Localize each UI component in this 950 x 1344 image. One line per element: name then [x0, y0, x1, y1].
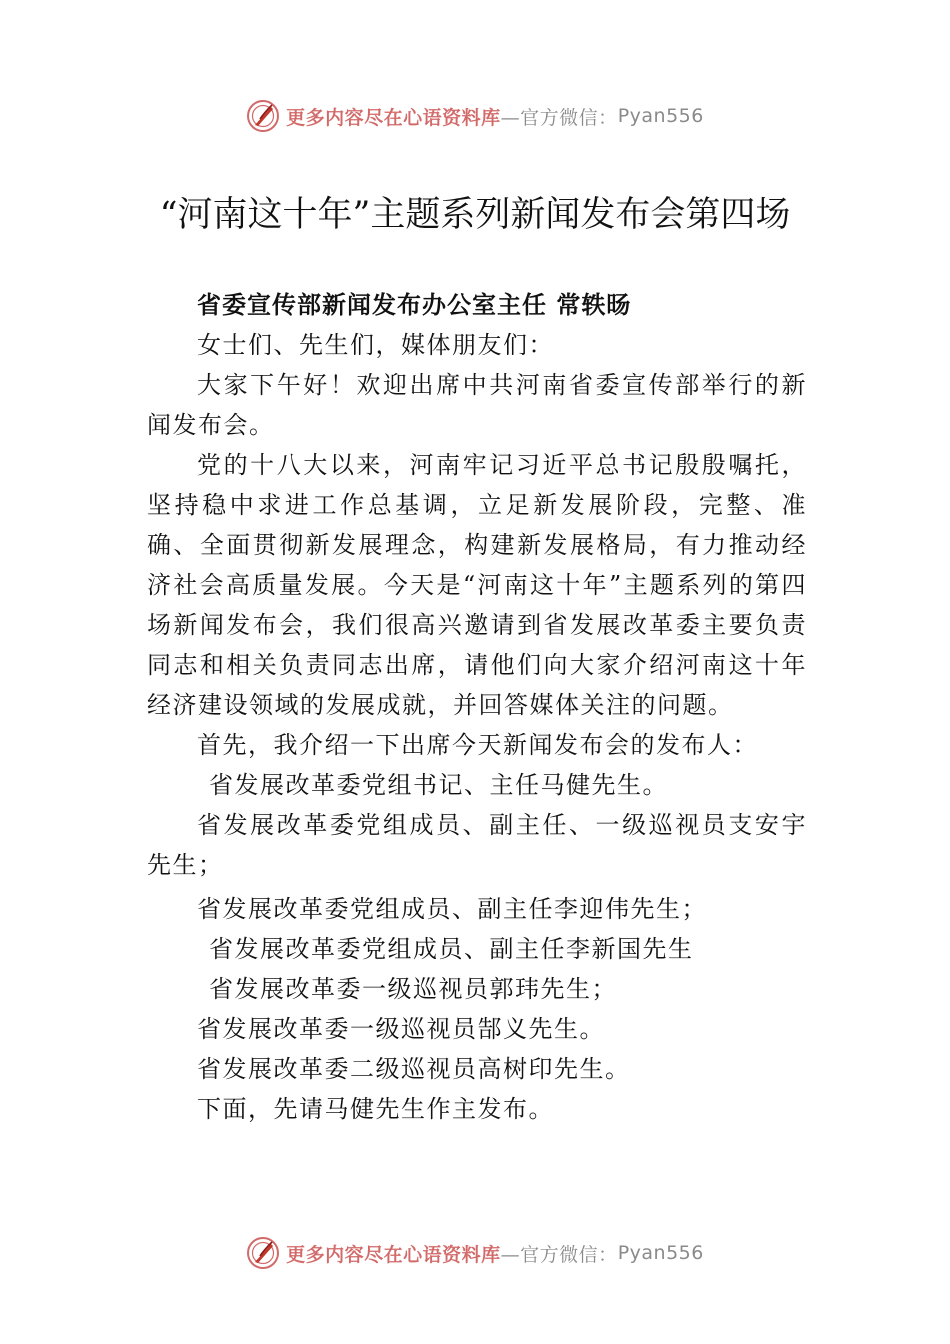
- watermark-wechat-id: Pyan556: [617, 1242, 704, 1264]
- footer-watermark: [0, 1233, 950, 1273]
- paragraph: 首先，我介绍一下出席今天新闻发布会的发布人：: [197, 731, 758, 759]
- speaker-line: 省委宣传部新闻发布办公室主任 常轶旸: [197, 291, 632, 319]
- watermark-text: 更多内容尽在心语资料库: [286, 1243, 501, 1266]
- document-title: “河南这十年”主题系列新闻发布会第四场: [159, 195, 791, 235]
- presenter-line: 省发展改革委党组成员、副主任、一级巡视员支安宇先生；: [147, 811, 807, 879]
- presenter-line: 省发展改革委党组成员、副主任李迎伟先生；: [197, 895, 707, 923]
- watermark-separator: —官方微信：: [500, 106, 618, 129]
- presenter-line: 省发展改革委一级巡视员郭玮先生；: [209, 975, 617, 1003]
- quill-pen-logo-icon: [246, 1236, 280, 1270]
- presenter-line: 省发展改革委二级巡视员高树印先生。: [197, 1055, 631, 1083]
- closing-line: 下面，先请马健先生作主发布。: [197, 1095, 554, 1123]
- presenter-line: 省发展改革委党组成员、副主任李新国先生: [209, 935, 694, 963]
- document-body: [147, 285, 807, 1129]
- presenter-line: 省发展改革委党组书记、主任马健先生。: [209, 771, 668, 799]
- paragraph: 党的十八大以来，河南牢记习近平总书记殷殷嘱托，坚持稳中求进工作总基调，立足新发展阶段，完整、准确、全面贯彻新发展理念，构建新发展格局，有力推动经济社会高质量发展。今天是“河南这十年”主题系列的第四场新闻发布会，我们很高兴邀请到省发展改革委主要负责同志和相关负责同志出席，请他们向大家介绍河南这十年经济建设领域的发展成就，并回答媒体关注的问题。: [147, 451, 807, 719]
- presenter-line: 省发展改革委一级巡视员郜义先生。: [197, 1015, 605, 1043]
- quill-pen-logo-icon: [246, 99, 280, 133]
- watermark-wechat-id: Pyan556: [617, 105, 704, 127]
- watermark-text: 更多内容尽在心语资料库: [286, 106, 501, 129]
- header-watermark: [0, 96, 950, 136]
- watermark-separator: —官方微信：: [500, 1243, 618, 1266]
- paragraph: 女士们、先生们，媒体朋友们：: [197, 331, 554, 359]
- paragraph: 大家下午好！欢迎出席中共河南省委宣传部举行的新闻发布会。: [147, 371, 807, 439]
